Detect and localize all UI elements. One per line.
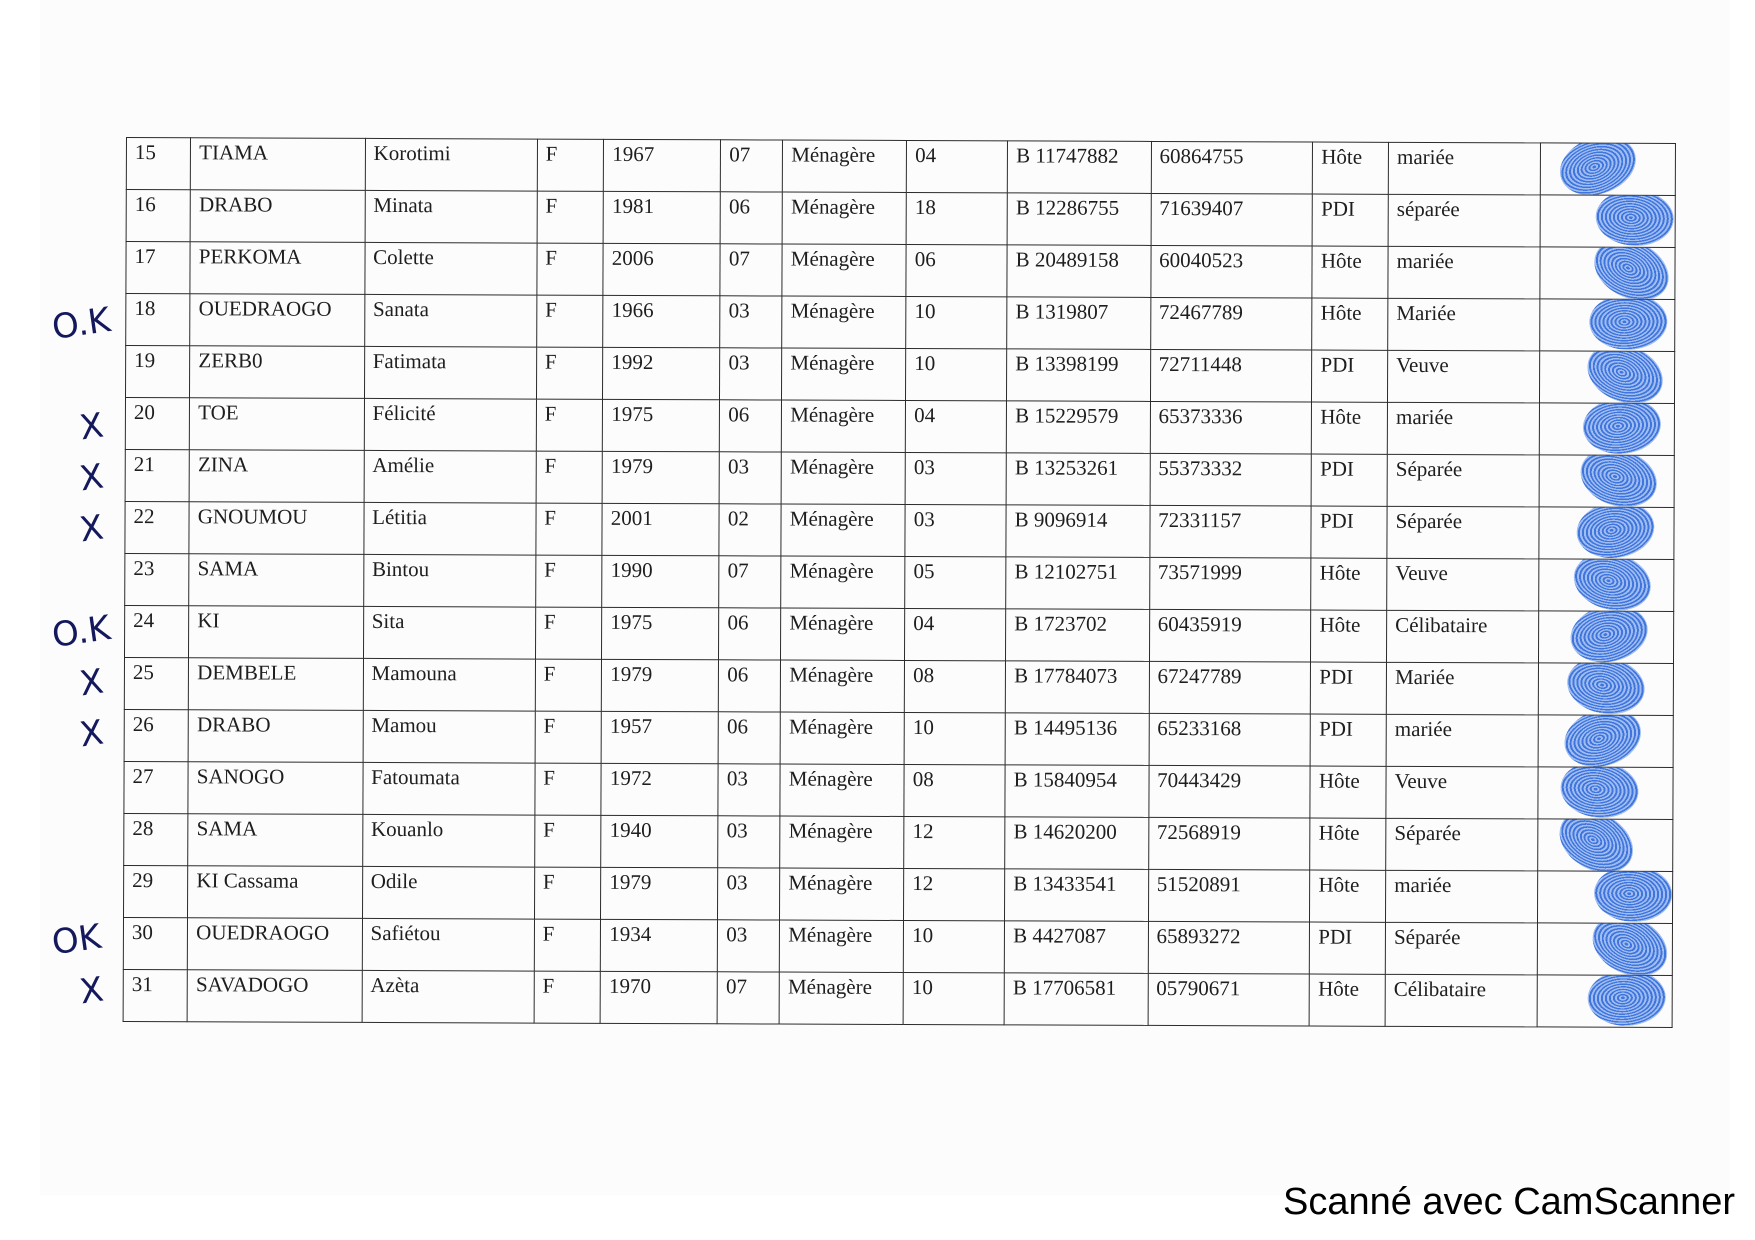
household-size-cell: 07 xyxy=(721,140,783,192)
status-cell: Hôte xyxy=(1311,610,1387,662)
status-cell: Hôte xyxy=(1312,402,1388,454)
last-name-cell: TOE xyxy=(190,398,365,451)
fingerprint-cell xyxy=(1537,819,1673,872)
household-size-cell: 03 xyxy=(718,868,780,920)
code-cell: 18 xyxy=(906,192,1007,244)
last-name-cell: SANOGO xyxy=(188,762,363,815)
phone-number-cell: 72711448 xyxy=(1150,349,1312,402)
marital-status-cell: mariée xyxy=(1386,714,1538,767)
row-number-cell: 21 xyxy=(125,449,189,501)
fingerprint-icon xyxy=(1593,871,1673,923)
last-name-cell: KI xyxy=(189,606,364,659)
fingerprint-cell xyxy=(1537,871,1673,924)
household-size-cell: 03 xyxy=(718,920,780,972)
camscanner-watermark: Scanné avec CamScanner xyxy=(1282,1181,1735,1223)
id-card-number-cell: B 12102751 xyxy=(1006,557,1150,610)
status-cell: Hôte xyxy=(1310,766,1386,818)
phone-number-cell: 67247789 xyxy=(1149,661,1311,714)
code-cell: 06 xyxy=(906,244,1007,296)
row-number-cell: 28 xyxy=(124,813,188,865)
occupation-cell: Ménagère xyxy=(781,660,905,712)
table-row xyxy=(125,398,1674,456)
code-cell: 04 xyxy=(906,140,1007,192)
sex-cell: F xyxy=(536,399,603,451)
margin-mark: OK xyxy=(49,916,104,963)
code-cell: 08 xyxy=(904,764,1005,816)
fingerprint-cell xyxy=(1539,351,1675,404)
fingerprint-icon xyxy=(1548,819,1643,872)
first-name-cell: Amélie xyxy=(364,450,536,503)
code-cell: 04 xyxy=(905,400,1006,452)
code-cell: 10 xyxy=(903,972,1004,1024)
phone-number-cell: 65893272 xyxy=(1148,921,1310,974)
occupation-cell: Ménagère xyxy=(781,504,905,556)
phone-number-cell: 65373336 xyxy=(1150,401,1312,454)
last-name-cell: ZERB0 xyxy=(190,346,365,399)
household-size-cell: 03 xyxy=(719,452,781,504)
row-number-cell: 17 xyxy=(126,242,190,294)
phone-number-cell: 73571999 xyxy=(1149,557,1311,610)
id-card-number-cell: B 4427087 xyxy=(1004,921,1148,974)
first-name-cell: Sita xyxy=(363,606,535,659)
margin-mark: X xyxy=(77,969,106,1013)
phone-number-cell: 72331157 xyxy=(1149,505,1311,558)
table-row xyxy=(124,761,1673,819)
fingerprint-cell xyxy=(1538,715,1674,768)
id-card-number-cell: B 14620200 xyxy=(1005,817,1149,870)
first-name-cell: Kouanlo xyxy=(362,814,534,867)
fingerprint-icon xyxy=(1580,403,1662,456)
last-name-cell: GNOUMOU xyxy=(189,502,364,555)
last-name-cell: DRABO xyxy=(188,710,363,763)
marital-status-cell: mariée xyxy=(1388,246,1540,299)
household-size-cell: 07 xyxy=(717,972,779,1024)
phone-number-cell: 72568919 xyxy=(1148,817,1310,870)
code-cell: 10 xyxy=(903,920,1004,972)
first-name-cell: Safiétou xyxy=(362,918,534,971)
household-size-cell: 03 xyxy=(720,296,782,348)
fingerprint-icon xyxy=(1567,559,1656,612)
fingerprint-icon xyxy=(1564,611,1652,664)
table-row xyxy=(123,917,1672,975)
last-name-cell: ZINA xyxy=(189,450,364,503)
id-card-number-cell: B 1319807 xyxy=(1007,297,1151,350)
table-row xyxy=(125,553,1674,611)
status-cell: Hôte xyxy=(1310,870,1386,922)
occupation-cell: Ménagère xyxy=(782,244,906,296)
marital-status-cell: Veuve xyxy=(1386,766,1538,819)
marital-status-cell: Mariée xyxy=(1388,298,1540,351)
sex-cell: F xyxy=(534,919,601,971)
table-row xyxy=(123,969,1672,1027)
row-number-cell: 29 xyxy=(124,865,188,917)
fingerprint-icon xyxy=(1562,663,1649,716)
status-cell: PDI xyxy=(1312,194,1388,246)
margin-mark: X xyxy=(77,661,106,705)
last-name-cell: SAMA xyxy=(189,554,364,607)
fingerprint-cell xyxy=(1539,247,1675,300)
table-row xyxy=(124,813,1673,871)
phone-number-cell: 60040523 xyxy=(1150,245,1312,298)
row-number-cell: 26 xyxy=(124,709,188,761)
first-name-cell: Félicité xyxy=(364,398,536,451)
first-name-cell: Azèta xyxy=(362,970,534,1023)
occupation-cell: Ménagère xyxy=(780,816,904,868)
id-card-number-cell: B 13253261 xyxy=(1006,453,1150,506)
status-cell: Hôte xyxy=(1310,818,1386,870)
status-cell: PDI xyxy=(1312,350,1388,402)
id-card-number-cell: B 11747882 xyxy=(1007,141,1151,194)
sex-cell: F xyxy=(536,451,603,503)
sex-cell: F xyxy=(535,607,602,659)
sex-cell: F xyxy=(536,347,603,399)
fingerprint-cell xyxy=(1538,559,1674,612)
table-row xyxy=(124,709,1673,767)
status-cell: Hôte xyxy=(1313,142,1389,194)
margin-mark: O.K xyxy=(49,607,113,656)
sex-cell: F xyxy=(535,711,602,763)
id-card-number-cell: B 17706581 xyxy=(1004,973,1148,1026)
sex-cell: F xyxy=(536,503,603,555)
code-cell: 10 xyxy=(906,348,1007,400)
table-row xyxy=(126,138,1675,196)
occupation-cell: Ménagère xyxy=(782,400,906,452)
sex-cell: F xyxy=(534,971,601,1023)
fingerprint-icon xyxy=(1584,247,1675,300)
first-name-cell: Fatoumata xyxy=(363,762,535,815)
household-size-cell: 06 xyxy=(720,400,782,452)
status-cell: Hôte xyxy=(1309,974,1385,1026)
birth-year-cell: 2006 xyxy=(603,243,720,295)
status-cell: PDI xyxy=(1311,506,1387,558)
first-name-cell: Odile xyxy=(362,866,534,919)
table-row xyxy=(125,449,1674,507)
margin-mark: X xyxy=(77,405,106,448)
occupation-cell: Ménagère xyxy=(780,764,904,816)
status-cell: PDI xyxy=(1311,662,1387,714)
row-number-cell: 19 xyxy=(125,346,189,398)
household-size-cell: 02 xyxy=(719,504,781,556)
table-row xyxy=(126,242,1675,300)
marital-status-cell: Célibataire xyxy=(1387,610,1539,663)
row-number-cell: 15 xyxy=(126,138,190,190)
household-size-cell: 07 xyxy=(720,244,782,296)
table-row xyxy=(126,190,1675,248)
occupation-cell: Ménagère xyxy=(781,452,905,504)
fingerprint-icon xyxy=(1557,767,1641,820)
code-cell: 03 xyxy=(905,504,1006,556)
table-row xyxy=(124,865,1673,923)
first-name-cell: Fatimata xyxy=(364,346,536,399)
birth-year-cell: 1981 xyxy=(603,191,720,243)
row-number-cell: 25 xyxy=(124,657,188,709)
id-card-number-cell: B 20489158 xyxy=(1007,245,1151,298)
code-cell: 12 xyxy=(904,816,1005,868)
last-name-cell: TIAMA xyxy=(191,138,366,191)
fingerprint-icon xyxy=(1572,507,1658,560)
sex-cell: F xyxy=(534,867,601,919)
household-size-cell: 03 xyxy=(720,348,782,400)
first-name-cell: Mamouna xyxy=(363,658,535,711)
id-card-number-cell: B 1723702 xyxy=(1006,609,1150,662)
row-number-cell: 20 xyxy=(125,398,189,450)
last-name-cell: OUEDRAOGO xyxy=(190,294,365,347)
phone-number-cell: 72467789 xyxy=(1150,297,1312,350)
household-size-cell: 03 xyxy=(718,816,780,868)
fingerprint-cell xyxy=(1538,611,1674,664)
row-number-cell: 30 xyxy=(123,917,187,969)
phone-number-cell: 05790671 xyxy=(1148,973,1310,1026)
status-cell: Hôte xyxy=(1311,558,1387,610)
fingerprint-icon xyxy=(1582,923,1672,976)
occupation-cell: Ménagère xyxy=(781,608,905,660)
birth-year-cell: 1940 xyxy=(601,815,718,867)
id-card-number-cell: B 15229579 xyxy=(1006,401,1150,454)
birth-year-cell: 1975 xyxy=(603,399,720,451)
last-name-cell: KI Cassama xyxy=(188,866,363,919)
fingerprint-cell xyxy=(1537,975,1673,1028)
birth-year-cell: 1979 xyxy=(601,867,718,919)
birth-year-cell: 1970 xyxy=(600,971,717,1023)
status-cell: PDI xyxy=(1310,922,1386,974)
status-cell: PDI xyxy=(1310,714,1386,766)
fingerprint-cell xyxy=(1539,455,1675,508)
row-number-cell: 16 xyxy=(126,190,190,242)
birth-year-cell: 1990 xyxy=(602,555,719,607)
sex-cell: F xyxy=(535,763,602,815)
first-name-cell: Mamou xyxy=(363,710,535,763)
fingerprint-cell xyxy=(1538,507,1674,560)
marital-status-cell: Séparée xyxy=(1387,506,1539,559)
occupation-cell: Ménagère xyxy=(780,868,904,920)
row-number-cell: 22 xyxy=(125,501,189,553)
household-size-cell: 07 xyxy=(719,556,781,608)
phone-number-cell: 70443429 xyxy=(1148,765,1310,818)
status-cell: Hôte xyxy=(1312,298,1388,350)
fingerprint-cell xyxy=(1538,663,1674,716)
margin-mark: X xyxy=(77,456,106,500)
marital-status-cell: Séparée xyxy=(1385,922,1537,975)
row-number-cell: 27 xyxy=(124,761,188,813)
phone-number-cell: 51520891 xyxy=(1148,869,1310,922)
birth-year-cell: 1934 xyxy=(601,919,718,971)
first-name-cell: Létitia xyxy=(364,502,536,555)
first-name-cell: Sanata xyxy=(364,294,536,347)
id-card-number-cell: B 13433541 xyxy=(1005,869,1149,922)
margin-mark: X xyxy=(77,507,106,551)
marital-status-cell: Séparée xyxy=(1386,818,1538,871)
sex-cell: F xyxy=(534,815,601,867)
first-name-cell: Korotimi xyxy=(365,138,537,191)
id-card-number-cell: B 14495136 xyxy=(1005,713,1149,766)
marital-status-cell: séparée xyxy=(1388,194,1540,247)
row-number-cell: 23 xyxy=(125,553,189,605)
first-name-cell: Minata xyxy=(365,190,537,243)
code-cell: 12 xyxy=(904,868,1005,920)
fingerprint-cell xyxy=(1537,923,1673,976)
marital-status-cell: mariée xyxy=(1388,142,1540,195)
phone-number-cell: 65233168 xyxy=(1149,713,1311,766)
sex-cell: F xyxy=(537,139,604,191)
table-row xyxy=(125,346,1674,404)
sex-cell: F xyxy=(535,555,602,607)
occupation-cell: Ménagère xyxy=(781,556,905,608)
birth-year-cell: 1966 xyxy=(603,295,720,347)
fingerprint-icon xyxy=(1572,455,1664,508)
household-size-cell: 06 xyxy=(718,712,780,764)
phone-number-cell: 71639407 xyxy=(1151,193,1313,246)
birth-year-cell: 1972 xyxy=(601,763,718,815)
household-size-cell: 06 xyxy=(719,660,781,712)
fingerprint-icon xyxy=(1586,975,1666,1027)
last-name-cell: DEMBELE xyxy=(189,658,364,711)
phone-number-cell: 60435919 xyxy=(1149,609,1311,662)
occupation-cell: Ménagère xyxy=(782,296,906,348)
table-row xyxy=(125,501,1674,559)
fingerprint-icon xyxy=(1594,195,1675,248)
marital-status-cell: mariée xyxy=(1387,402,1539,455)
occupation-cell: Ménagère xyxy=(783,140,907,192)
household-size-cell: 03 xyxy=(718,764,780,816)
table-row xyxy=(124,657,1673,715)
last-name-cell: SAMA xyxy=(188,814,363,867)
marital-status-cell: Célibataire xyxy=(1385,974,1537,1027)
code-cell: 05 xyxy=(905,556,1006,608)
table-row xyxy=(126,294,1675,352)
occupation-cell: Ménagère xyxy=(780,920,904,972)
id-card-number-cell: B 15840954 xyxy=(1005,765,1149,818)
household-size-cell: 06 xyxy=(720,192,782,244)
last-name-cell: SAVADOGO xyxy=(187,970,362,1023)
code-cell: 08 xyxy=(904,660,1005,712)
status-cell: Hôte xyxy=(1312,246,1388,298)
occupation-cell: Ménagère xyxy=(779,972,903,1024)
beneficiary-table xyxy=(123,137,1676,1028)
fingerprint-cell xyxy=(1540,195,1676,248)
birth-year-cell: 2001 xyxy=(602,503,719,555)
first-name-cell: Colette xyxy=(365,242,537,295)
table-row xyxy=(125,605,1674,663)
sex-cell: F xyxy=(537,243,604,295)
row-number-cell: 31 xyxy=(123,969,187,1021)
code-cell: 10 xyxy=(906,296,1007,348)
margin-mark: O.K xyxy=(49,300,113,348)
occupation-cell: Ménagère xyxy=(780,712,904,764)
last-name-cell: PERKOMA xyxy=(190,242,365,295)
fingerprint-cell xyxy=(1540,143,1676,196)
code-cell: 10 xyxy=(904,712,1005,764)
birth-year-cell: 1975 xyxy=(602,607,719,659)
birth-year-cell: 1992 xyxy=(603,347,720,399)
marital-status-cell: Veuve xyxy=(1387,558,1539,611)
sex-cell: F xyxy=(536,295,603,347)
last-name-cell: DRABO xyxy=(190,190,365,243)
birth-year-cell: 1979 xyxy=(602,659,719,711)
id-card-number-cell: B 13398199 xyxy=(1007,349,1151,402)
occupation-cell: Ménagère xyxy=(782,192,906,244)
phone-number-cell: 60864755 xyxy=(1151,141,1313,194)
row-number-cell: 24 xyxy=(125,605,189,657)
sex-cell: F xyxy=(535,659,602,711)
fingerprint-icon xyxy=(1551,143,1643,196)
birth-year-cell: 1967 xyxy=(604,139,721,191)
fingerprint-cell xyxy=(1539,299,1675,352)
fingerprint-cell xyxy=(1539,403,1675,456)
code-cell: 03 xyxy=(905,452,1006,504)
fingerprint-icon xyxy=(1588,299,1667,350)
phone-number-cell: 55373332 xyxy=(1150,453,1312,506)
id-card-number-cell: B 12286755 xyxy=(1007,193,1151,246)
first-name-cell: Bintou xyxy=(363,554,535,607)
marital-status-cell: Veuve xyxy=(1388,350,1540,403)
birth-year-cell: 1957 xyxy=(601,711,718,763)
fingerprint-icon xyxy=(1578,351,1671,404)
last-name-cell: OUEDRAOGO xyxy=(188,918,363,971)
occupation-cell: Ménagère xyxy=(782,348,906,400)
marital-status-cell: Mariée xyxy=(1386,662,1538,715)
id-card-number-cell: B 9096914 xyxy=(1006,505,1150,558)
status-cell: PDI xyxy=(1311,454,1387,506)
row-number-cell: 18 xyxy=(126,294,190,346)
household-size-cell: 06 xyxy=(719,608,781,660)
sex-cell: F xyxy=(537,191,604,243)
marital-status-cell: Séparée xyxy=(1387,454,1539,507)
birth-year-cell: 1979 xyxy=(602,451,719,503)
id-card-number-cell: B 17784073 xyxy=(1005,661,1149,714)
fingerprint-cell xyxy=(1537,767,1673,820)
margin-mark: X xyxy=(77,712,106,756)
code-cell: 04 xyxy=(905,608,1006,660)
marital-status-cell: mariée xyxy=(1386,870,1538,923)
fingerprint-icon xyxy=(1557,715,1648,768)
